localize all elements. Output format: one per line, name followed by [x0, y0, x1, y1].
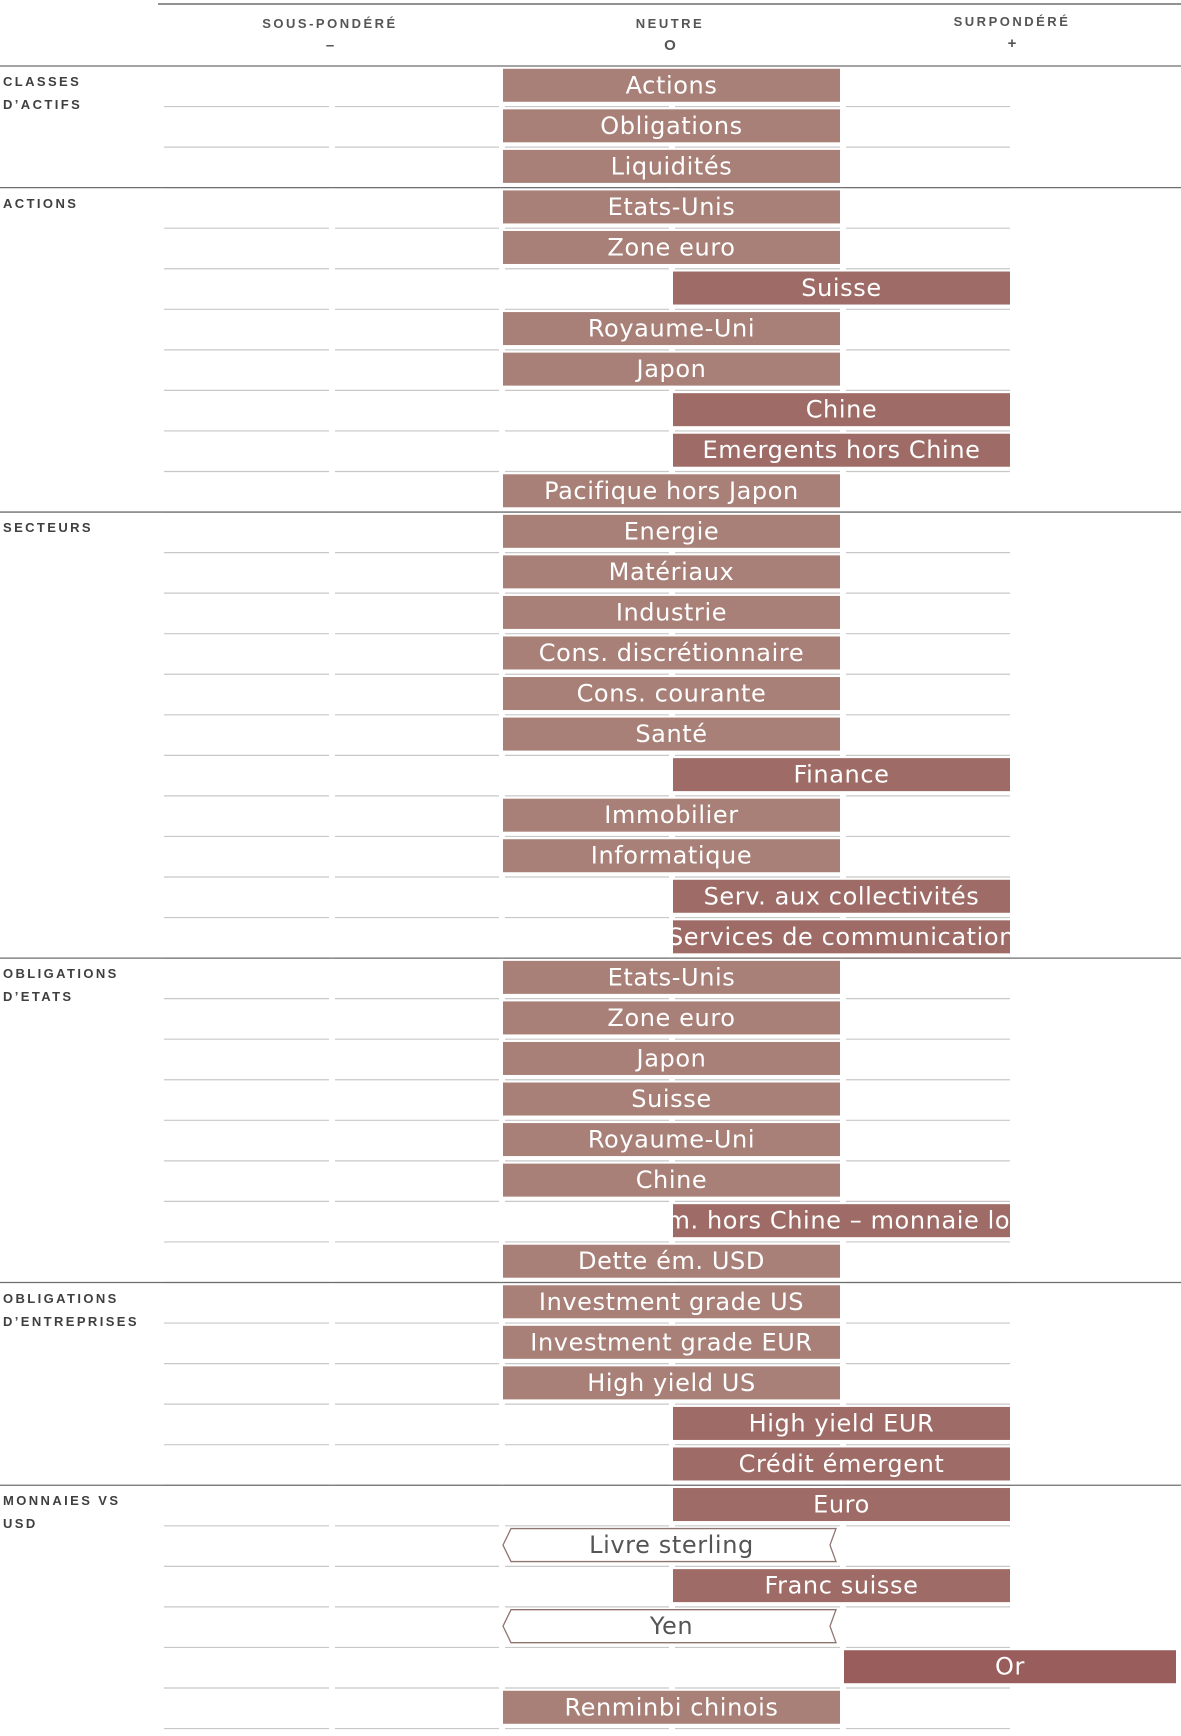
bar-label: Crédit émergent [738, 1449, 945, 1478]
bar-label: Dette ém. USD [578, 1247, 765, 1276]
header-overweight [892, 14, 1132, 52]
bar-label: Cons. courante [576, 679, 767, 708]
bar-label: Serv. aux collectivités [703, 882, 980, 911]
header-neutral-label: NEUTRE [635, 16, 705, 31]
bar-label: Etats-Unis [607, 963, 736, 992]
bar-label: Energie [623, 517, 720, 546]
bar-label: Chine [805, 395, 878, 424]
bar-label: Yen [649, 1612, 694, 1641]
bar-label: Or [995, 1652, 1025, 1681]
bar-label: Cons. discrétionnaire [538, 638, 805, 667]
bar-label: Zone euro [607, 1003, 736, 1032]
section-label: MONNAIES VS USD [3, 1493, 121, 1532]
bar-label: Em. hors Chine – monnaie loc. [650, 1206, 1033, 1235]
header-overweight-label: SURPONDÉRÉ [953, 14, 1071, 29]
bar-label: Informatique [590, 841, 753, 870]
header-underweight [210, 16, 450, 54]
bar-label: Investment grade US [538, 1287, 805, 1316]
header-neutral [550, 16, 790, 54]
section-label: CLASSES D’ACTIFS [3, 74, 83, 112]
bar-label: Livre sterling [589, 1531, 754, 1560]
bar-label: Finance [793, 760, 890, 789]
bar-label: Etats-Unis [607, 192, 736, 221]
bar-label: Zone euro [607, 233, 736, 262]
section-label: ACTIONS [3, 195, 79, 211]
bar-label: Liquidités [610, 152, 733, 181]
header-overweight-symbol: + [1007, 35, 1017, 52]
bar-label: Suisse [631, 1085, 712, 1114]
bar-label: High yield EUR [748, 1409, 935, 1438]
bar-label: High yield US [587, 1368, 756, 1397]
bar-label: Chine [635, 1166, 708, 1195]
bar-label: Matériaux [608, 557, 735, 586]
bar-label: Immobilier [604, 801, 739, 830]
bar-label: Services de communication [667, 922, 1016, 951]
header-neutral-symbol: O [664, 37, 676, 54]
bar-label: Japon [636, 1044, 707, 1073]
bar-label: Actions [625, 71, 718, 100]
section-label: OBLIGATIONS D’ETATS [3, 966, 119, 1005]
bar-label: Santé [635, 720, 708, 749]
bar-label: Pacifique hors Japon [544, 476, 799, 505]
bar-label: Royaume-Uni [587, 314, 756, 343]
bar-label: Obligations [600, 111, 743, 140]
bar-label: Investment grade EUR [530, 1328, 813, 1357]
bar-label: Industrie [615, 598, 728, 627]
bar-label: Emergents hors Chine [702, 436, 981, 465]
header-underweight-label: SOUS-PONDÉRÉ [262, 16, 398, 31]
bar-label: Suisse [801, 274, 882, 303]
bar-label: Japon [636, 355, 707, 384]
section-label: SECTEURS [3, 520, 93, 536]
bar-label: Franc suisse [764, 1571, 919, 1600]
bar-label: Renminbi chinois [564, 1693, 779, 1722]
header-underweight-symbol: – [325, 37, 335, 54]
section-label: OBLIGATIONS D’ENTREPRISES [3, 1290, 139, 1329]
bar-label: Royaume-Uni [587, 1125, 756, 1154]
bar-label: Euro [813, 1490, 870, 1519]
